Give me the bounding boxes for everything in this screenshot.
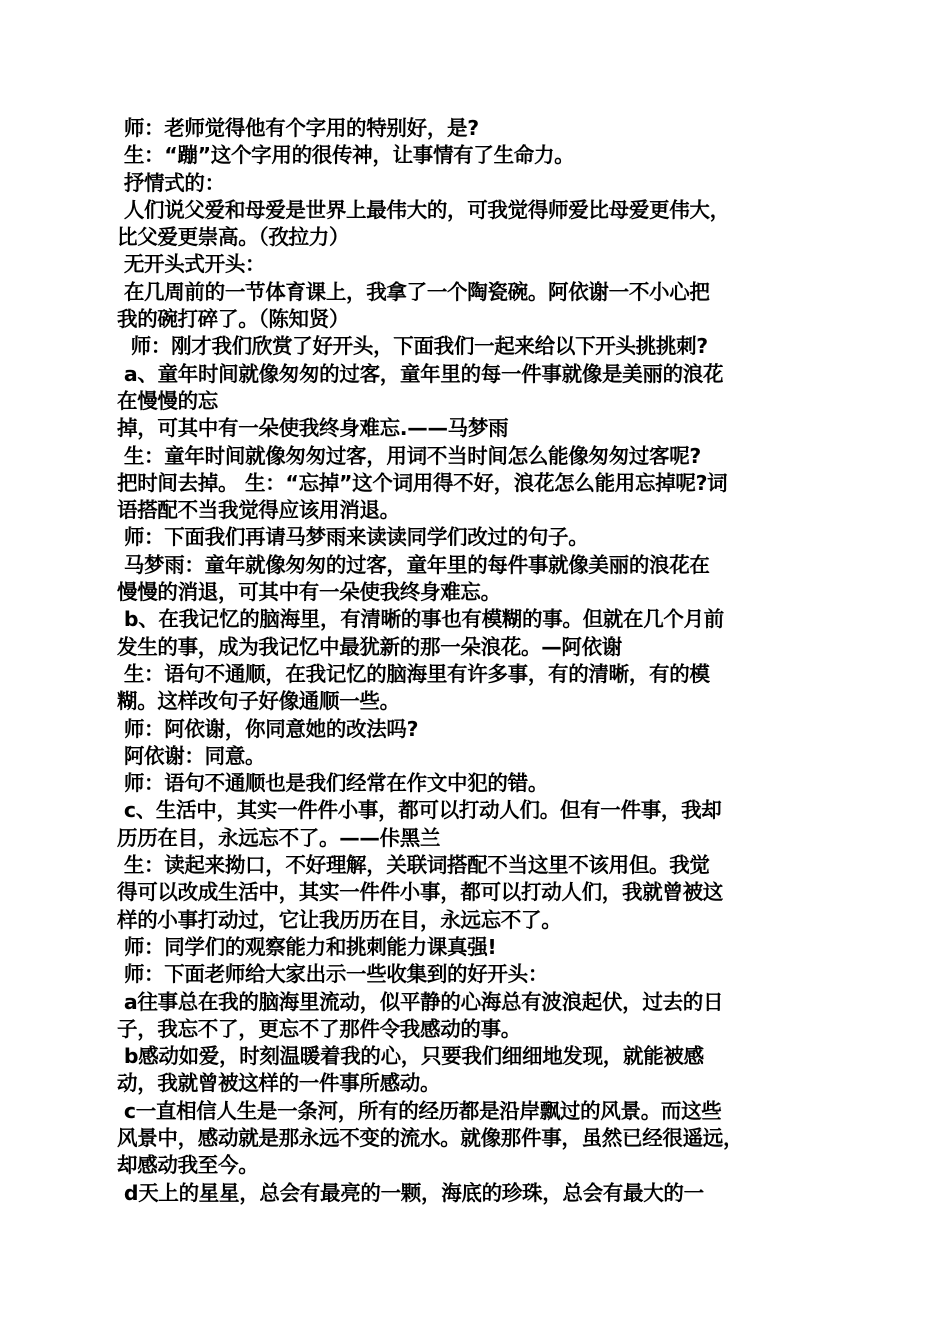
document-page (117, 115, 847, 1207)
text-line: 师：刚才我们欣赏了好开头，下面我们一起来给以下开头挑挑刺? (117, 334, 708, 359)
text-line: 把时间去掉。 生：“忘掉”这个词用得不好，浪花怎么能用忘掉呢?词 (117, 470, 728, 495)
text-line: 糊。这样改句子好像通顺一些。 (117, 689, 400, 714)
text-line: 历历在目，永远忘不了。——佧黑兰 (117, 825, 441, 850)
text-line: 我的碗打碎了。（陈知贤） (117, 307, 350, 332)
text-line: 师：语句不通顺也是我们经常在作文中犯的错。 (117, 771, 549, 796)
text-line: b感动如爱，时刻温暖着我的心，只要我们细细地发现，就能被感 (117, 1044, 704, 1069)
text-line: a往事总在我的脑海里流动，似平静的心海总有波浪起伏，过去的日 (117, 989, 724, 1014)
text-line: 生：“蹦”这个字用的很传神，让事情有了生命力。 (117, 143, 575, 168)
text-line: 师：阿依谢，你同意她的改法吗? (117, 716, 419, 741)
text-line: b、在我记忆的脑海里，有清晰的事也有模糊的事。但就在几个月前 (117, 607, 725, 632)
text-line: 比父爱更崇高。（孜拉力） (117, 225, 350, 250)
text-line: d天上的星星，总会有最亮的一颗，海底的珍珠，总会有最大的一 (117, 1180, 704, 1205)
text-line: c一直相信人生是一条河，所有的经历都是沿岸飘过的风景。而这些 (117, 1098, 722, 1123)
text-line: 得可以改成生活中，其实一件件小事，都可以打动人们，我就曾被这 (117, 880, 723, 905)
text-line: 生：语句不通顺，在我记忆的脑海里有许多事，有的清晰，有的模 (117, 661, 710, 686)
text-line: 师：下面我们再请马梦雨来读读同学们改过的句子。 (117, 525, 589, 550)
text-line: 发生的事，成为我记忆中最犹新的那一朵浪花。—阿依谢 (117, 634, 622, 659)
text-line: 师：下面老师给大家出示一些收集到的好开头： (117, 962, 549, 987)
text-line: 人们说父爱和母爱是世界上最伟大的，可我觉得师爱比母爱更伟大， (117, 197, 730, 222)
text-line: 无开头式开头： (117, 252, 266, 277)
text-line: 师：同学们的观察能力和挑刺能力课真强! (117, 934, 497, 959)
text-line: 抒情式的： (117, 170, 225, 195)
text-line: 动，我就曾被这样的一件事所感动。 (117, 1071, 441, 1096)
text-line: c、生活中，其实一件件小事，都可以打动人们。但有一件事，我却 (117, 798, 722, 823)
text-line: 在几周前的一节体育课上，我拿了一个陶瓷碗。阿依谢一不小心把 (117, 279, 710, 304)
text-line: a、童年时间就像匆匆的过客，童年里的每一件事就像是美丽的浪花 (117, 361, 724, 386)
text-line: 掉，可其中有一朵使我终身难忘.——马梦雨 (117, 416, 509, 441)
text-line: 语搭配不当我觉得应该用消退。 (117, 498, 400, 523)
text-line: 马梦雨：童年就像匆匆的过客，童年里的每件事就像美丽的浪花在 (117, 552, 710, 577)
text-line: 师：老师觉得他有个字用的特别好，是? (117, 116, 479, 140)
text-line: 样的小事打动过，它让我历历在目，永远忘不了。 (117, 907, 562, 932)
text-line: 生：读起来拗口，不好理解，关联词搭配不当这里不该用但。我觉 (117, 853, 710, 878)
text-line: 生：童年时间就像匆匆过客，用词不当时间怎么能像匆匆过客呢? (117, 443, 702, 468)
text-line: 子，我忘不了，更忘不了那件令我感动的事。 (117, 1016, 521, 1041)
text-line: 阿依谢：同意。 (117, 743, 266, 768)
text-line: 却感动我至今。 (117, 1153, 259, 1178)
text-line: 风景中，感动就是那永远不变的流水。就像那件事，虽然已经很遥远， (117, 1125, 744, 1150)
text-line: 在慢慢的忘 (117, 388, 218, 413)
text-line: 慢慢的消退，可其中有一朵使我终身难忘。 (117, 580, 501, 605)
